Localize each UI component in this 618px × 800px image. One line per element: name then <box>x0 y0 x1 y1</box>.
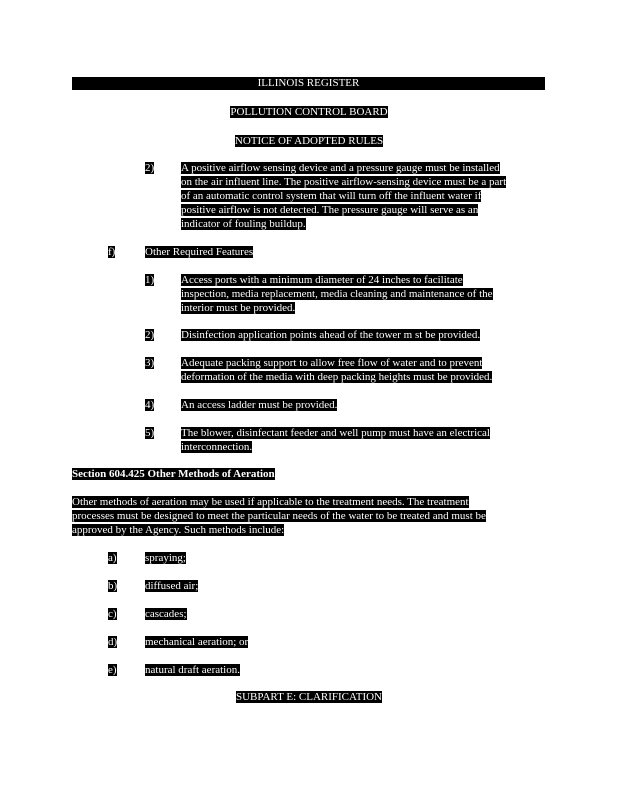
notice-title: NOTICE OF ADOPTED RULES <box>234 135 384 147</box>
section-425-intro-line-1: Other methods of aeration may be used if applicable to the treatment needs. The treatment <box>72 496 469 508</box>
item-2-line-2: on the air influent line. The positive airflow-sensing device must be a part <box>181 176 507 188</box>
method-c-text: cascades; <box>145 608 187 620</box>
feature-1-line-3: interior must be provided. <box>181 302 296 314</box>
agency-header <box>0 106 618 120</box>
method-e-letter: e) <box>108 664 117 676</box>
method-b-text: diffused air; <box>145 580 199 592</box>
section-f-title: Other Required Features <box>145 246 254 258</box>
feature-3-line-1: Adequate packing support to allow free flow of water and to prevent <box>181 357 483 369</box>
section-425-intro-line-3: approved by the Agency. Such methods include: <box>72 524 285 536</box>
feature-2-number: 2) <box>145 329 155 341</box>
method-b-letter: b) <box>108 580 118 592</box>
feature-3-line-2: deformation of the media with deep packing heights must be provided. <box>181 371 493 383</box>
item-2-number: 2) <box>145 162 155 174</box>
feature-5-line-2: interconnection. <box>181 441 253 453</box>
notice-header <box>0 135 618 149</box>
feature-5-number: 5) <box>145 427 155 439</box>
method-d-text: mechanical aeration; or <box>145 636 249 648</box>
item-2-line-3: of an automatic control system that will turn off the influent water if <box>181 190 482 202</box>
agency-title: POLLUTION CONTROL BOARD <box>230 106 388 118</box>
feature-3-number: 3) <box>145 357 155 369</box>
section-425-intro-line-2: processes must be designed to meet the particular needs of the water to be treated and must be <box>72 510 486 522</box>
feature-1-number: 1) <box>145 274 155 286</box>
feature-4-number: 4) <box>145 399 155 411</box>
register-title: ILLINOIS REGISTER <box>257 77 360 89</box>
method-c-letter: c) <box>108 608 117 620</box>
feature-4-line-1: An access ladder must be provided. <box>181 399 338 411</box>
method-a-text: spraying; <box>145 552 186 564</box>
feature-2-line-1: Disinfection application points ahead of the tower m st be provided. <box>181 329 481 341</box>
feature-5-line-1: The blower, disinfectant feeder and well pump must have an electrical <box>181 427 490 439</box>
section-f-letter: f) <box>108 246 116 258</box>
method-d-letter: d) <box>108 636 118 648</box>
item-2-line-4: positive airflow is not detected. The pressure gauge will serve as an <box>181 204 479 216</box>
method-a-letter: a) <box>108 552 117 564</box>
section-425-heading: Section 604.425 Other Methods of Aeration <box>72 468 275 480</box>
item-2-line-1: A positive airflow sensing device and a pressure gauge must be installed <box>181 162 500 174</box>
feature-1-line-2: inspection, media replacement, media cleaning and maintenance of the <box>181 288 493 300</box>
register-header-bar <box>72 77 545 90</box>
method-e-text: natural draft aeration. <box>145 664 240 676</box>
subpart-heading: SUBPART E: CLARIFICATION <box>235 691 383 703</box>
item-2-line-5: indicator of fouling buildup. <box>181 218 306 230</box>
feature-1-line-1: Access ports with a minimum diameter of 24 inches to facilitate <box>181 274 463 286</box>
